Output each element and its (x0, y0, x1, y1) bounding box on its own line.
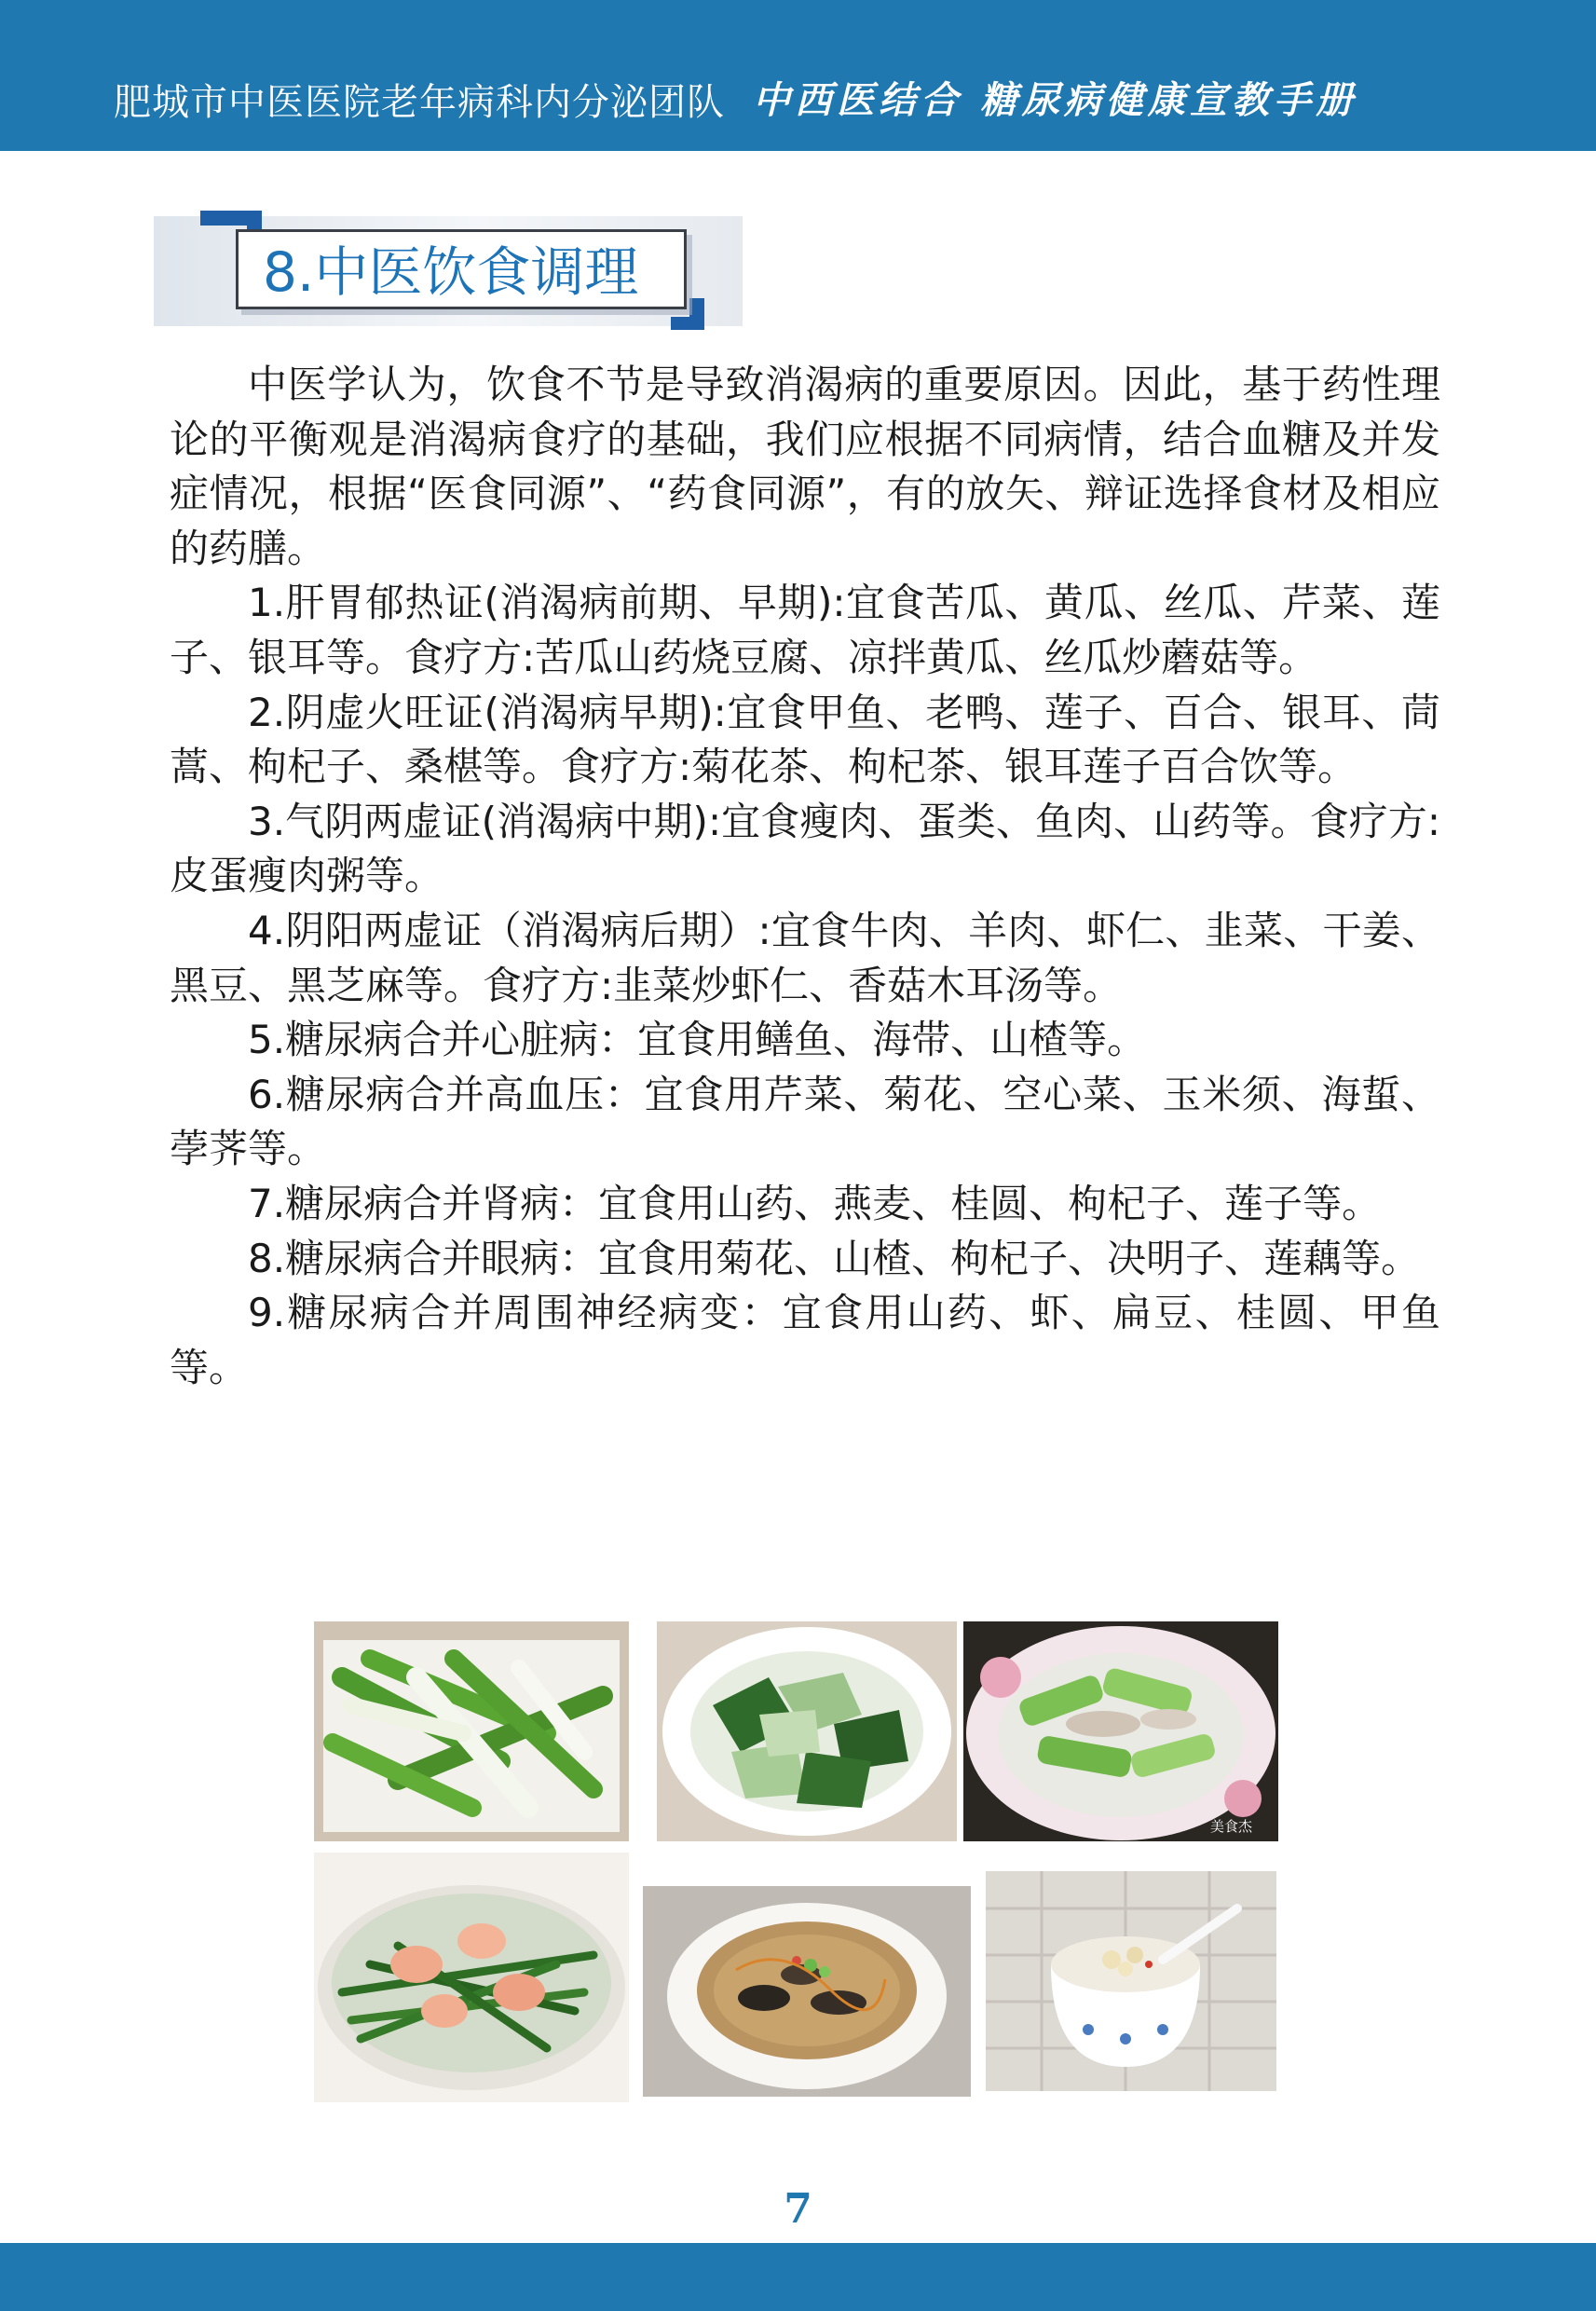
loofah-mushroom-stir-fry-photo (963, 1621, 1278, 1841)
section-title: 8.中医饮食调理 (263, 240, 639, 304)
header-booklet-title: 中西医结合 糖尿病健康宣教手册 (753, 78, 1357, 122)
diet-item-1: 1.肝胃郁热证(消渴病前期、早期):宜食苦瓜、黄瓜、丝瓜、芹菜、莲子、银耳等。食疗方:苦瓜山药烧豆腐、凉拌黄瓜、丝瓜炒蘑菇等。 (170, 580, 1440, 680)
shrimp-chive-stir-fry-photo (314, 1853, 629, 2102)
diet-item-5: 5.糖尿病合并心脏病：宜食用鳝鱼、海带、山楂等。 (248, 1017, 1147, 1063)
diet-item-6: 6.糖尿病合并高血压：宜食用芹菜、菊花、空心菜、玉米须、海蜇、荸荠等。 (170, 1071, 1440, 1172)
header-bar (0, 0, 1596, 151)
footer-bar (0, 2243, 1596, 2311)
diet-item-4: 4.阴阳两虚证（消渴病后期）:宜食牛肉、羊肉、虾仁、韭菜、干姜、黑豆、黑芝麻等。食疗方:韭菜炒虾仁、香菇木耳汤等。 (170, 907, 1440, 1008)
intro-paragraph: 中医学认为，饮食不节是导致消渴病的重要原因。因此，基于药性理论的平衡观是消渴病食疗的基础，我们应根据不同病情，结合血糖及并发症情况，根据“医食同源”、“药食同源”，有的放矢、辩证选择食材及相应的药膳。 (170, 362, 1440, 571)
cucumber-salad-photo (657, 1621, 957, 1841)
diet-item-2: 2.阴虚火旺证(消渴病早期):宜食甲鱼、老鸭、莲子、百合、银耳、茼蒿、枸杞子、桑椹等。食疗方:菊花茶、枸杞茶、银耳莲子百合饮等。 (170, 689, 1440, 790)
tremella-lotus-seed-dessert-photo (986, 1871, 1276, 2091)
header-team-name: 肥城市中医医院老年病科内分泌团队 (114, 81, 725, 124)
title-corner-decoration (671, 317, 704, 330)
stir-fried-bitter-melon-yam-photo (314, 1621, 629, 1841)
diet-item-3: 3.气阴两虚证(消渴病中期):宜食瘦肉、蛋类、鱼肉、山药等。食疗方:皮蛋瘦肉粥等。 (170, 798, 1440, 899)
section-title-block (154, 211, 743, 330)
page-number: 7 (784, 2185, 812, 2233)
section-title-box (236, 229, 687, 309)
body-text (170, 358, 1440, 1395)
mushroom-fungus-soup-photo (643, 1886, 971, 2097)
diet-item-8: 8.糖尿病合并眼病：宜食用菊花、山楂、枸杞子、决明子、莲藕等。 (248, 1235, 1421, 1281)
diet-item-7: 7.糖尿病合并肾病：宜食用山药、燕麦、桂圆、枸杞子、莲子等。 (248, 1180, 1382, 1226)
diet-item-9: 9.糖尿病合并周围神经病变：宜食用山药、虾、扁豆、桂圆、甲鱼等。 (170, 1290, 1440, 1390)
photo-watermark: 美食杰 (1209, 1818, 1252, 1835)
